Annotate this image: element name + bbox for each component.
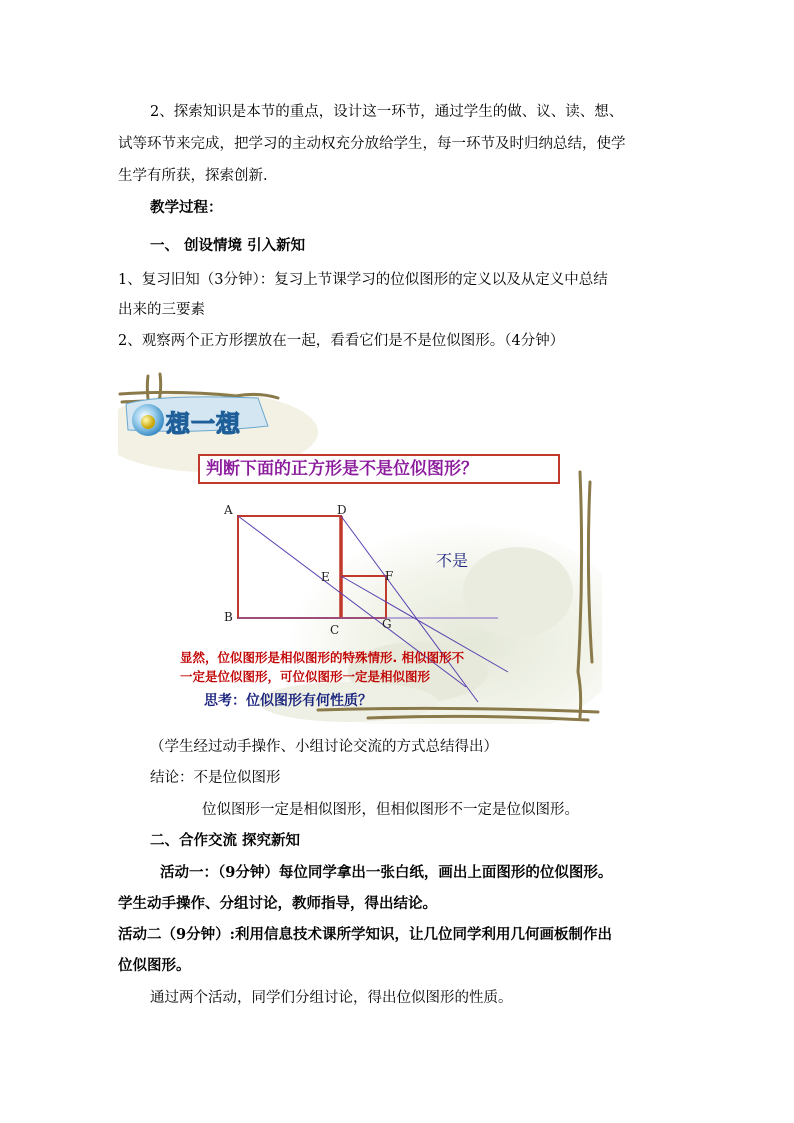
point-label-a: A bbox=[224, 503, 233, 517]
activity-2-line-2: 位似图形。 bbox=[118, 957, 191, 974]
question-box: 判断下面的正方形是不是位似图形？ bbox=[198, 454, 560, 484]
item-1-line-2: 出来的三要素 bbox=[118, 302, 205, 318]
teaching-process-heading: 教学过程： bbox=[150, 199, 223, 216]
activity-2-line-1: 活动二（9分钟）:利用信息技术课所学知识，让几位同学利用几何画板制作出 bbox=[118, 926, 612, 943]
point-label-e: E bbox=[321, 570, 330, 584]
conclusion: 结论：不是位似图形 bbox=[150, 770, 281, 786]
para-1-line-1: 2、探索知识是本节的重点，设计这一环节，通过学生的做、议、读、想、 bbox=[150, 104, 624, 120]
note-line-2: 一定是位似图形，可位似图形一定是相似图形 bbox=[180, 669, 431, 684]
activity-1-line-1: 活动一：（9分钟）每位同学拿出一张白纸，画出上面图形的位似图形。 bbox=[160, 864, 613, 881]
point-label-g: G bbox=[382, 617, 392, 631]
banner-title: 想一想 bbox=[166, 410, 241, 438]
answer-label: 不是 bbox=[436, 551, 469, 570]
conclusion-detail: 位似图形一定是相似图形，但相似图形不一定是位似图形。 bbox=[202, 802, 579, 818]
item-2-line: 2、观察两个正方形摆放在一起，看看它们是不是位似图形。（4分钟） bbox=[118, 333, 565, 349]
closing-paragraph: 通过两个活动，同学们分组讨论，得出位似图形的性质。 bbox=[150, 990, 513, 1006]
point-label-f: F bbox=[385, 569, 394, 583]
para-1-line-2: 试等环节来完成，把学习的主动权充分放给学生，每一环节及时归纳总结，使学 bbox=[118, 136, 626, 152]
para-1-line-3: 生学有所获，探索创新. bbox=[118, 168, 268, 184]
section-2-heading: 二、合作交流 探究新知 bbox=[150, 832, 301, 849]
think-question: 思考：位似图形有何性质？ bbox=[204, 693, 372, 709]
student-note: （学生经过动手操作、小组讨论交流的方式总结得出） bbox=[150, 739, 498, 755]
point-label-b: B bbox=[224, 610, 233, 624]
point-label-c: C bbox=[330, 623, 340, 637]
slide-image bbox=[118, 372, 602, 724]
activity-1-line-2: 学生动手操作、分组讨论，教师指导，得出结论。 bbox=[118, 895, 437, 912]
note-line-1: 显然，位似图形是相似图形的特殊情形. 相似图形不 bbox=[180, 650, 465, 665]
item-1-line-1: 1、复习旧知（3分钟）：复习上节课学习的位似图形的定义以及从定义中总结 bbox=[118, 272, 608, 288]
section-1-heading: 一、 创设情境 引入新知 bbox=[150, 237, 306, 254]
point-label-d: D bbox=[337, 503, 347, 517]
